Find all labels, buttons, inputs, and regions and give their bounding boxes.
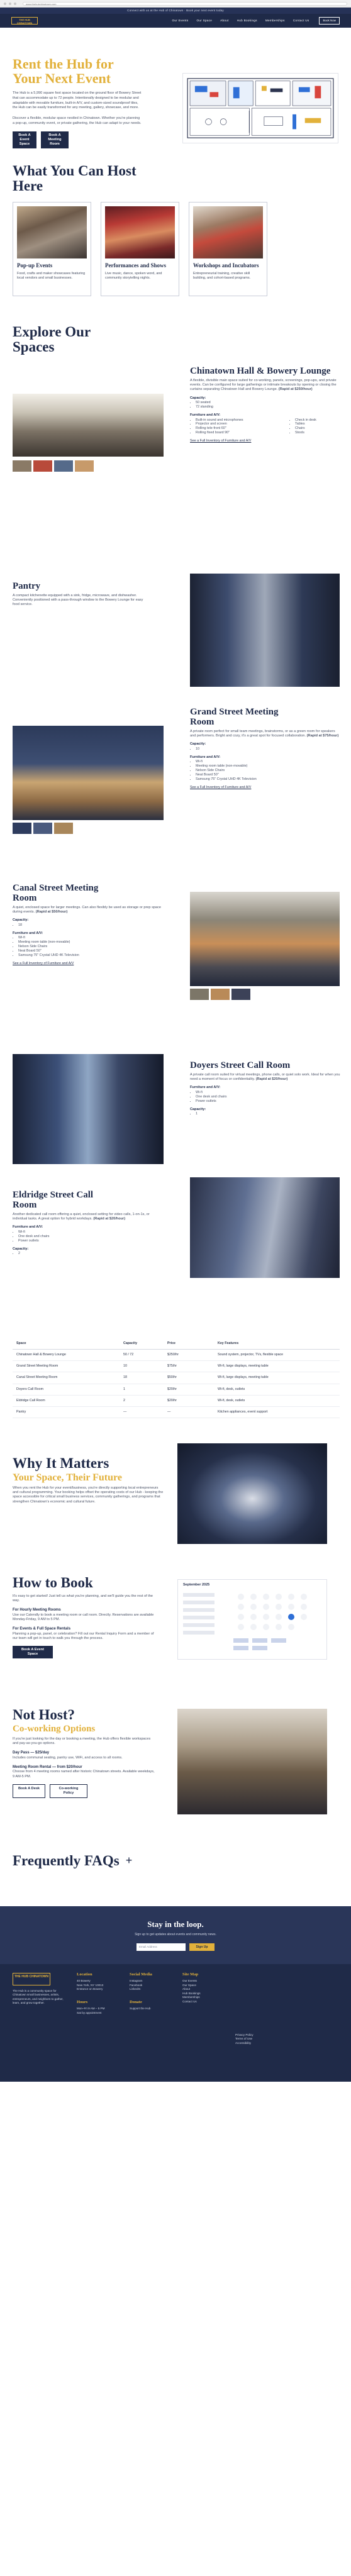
furniture-list: • Wi-fi • One desk and chairs • Power outlets	[190, 1091, 341, 1104]
space-name: Grand Street Meeting Room	[190, 707, 279, 727]
capacity-list: • 1	[190, 1112, 341, 1116]
email-input[interactable]: Email Address	[136, 1943, 186, 1951]
footer-link[interactable]: Our Space	[182, 1983, 196, 1987]
photo-thumbnails	[13, 460, 94, 472]
thumbnail[interactable]	[211, 989, 230, 1000]
footer-link[interactable]: Terms of Use	[235, 2037, 253, 2041]
card-title: Performances and Shows	[105, 262, 166, 269]
thumbnail[interactable]	[231, 989, 250, 1000]
footer-link[interactable]: Our Events	[182, 1979, 197, 1983]
capacity-list: • 2	[13, 1252, 164, 1256]
table-row: Pantry — — Kitchen appliances, event support	[13, 1406, 340, 1418]
space-grand-street	[13, 707, 340, 883]
card-title: Pop-up Events	[17, 262, 53, 269]
sign-up-button[interactable]: Sign Up	[189, 1943, 214, 1951]
cowork-subtitle: Co-working Options	[13, 1723, 96, 1734]
space-canal-street	[13, 883, 340, 1054]
nav-item-contact[interactable]: Contact Us	[292, 18, 309, 22]
column-header: Price	[164, 1338, 214, 1350]
book-event-space-button[interactable]: Book A Event Space	[13, 131, 36, 148]
inventory-link[interactable]: See a Full Inventory of Furniture and A/V	[13, 961, 74, 965]
capacity-label: Capacity:	[190, 742, 206, 747]
capacity-label: Capacity:	[13, 918, 29, 923]
footer-text: Sat by appointment	[77, 2011, 102, 2014]
faq-section	[0, 1853, 351, 1906]
why-body: When you rent the Hub for your event/business, you're directly supporting local entrepreneurs and cultural programming. Your booking helps offset the operating costs of our Hub - keeping the space accessible for critical small business services, community gatherings, and programs that strengthen Chinatown's economic and cultural future.	[13, 1485, 164, 1504]
furniture-list: • Check in desk • Tables • Chairs • Stools	[289, 418, 316, 436]
nav-item-events[interactable]: Our Events	[172, 18, 189, 22]
canal-street-photo	[190, 892, 340, 986]
capacity-list: • 10	[190, 747, 341, 752]
space-desc: A flexible, divisible main space suited for co-working, panels, screenings, pop-ups, and private events. Can be configured for large gatherings or intimate breakouts by opening or closing the curtains separating Chinatown Hall and Bowery Lounge. (Rapid at $250/hour)	[190, 379, 337, 392]
browser-bar	[0, 0, 351, 8]
footer-logo[interactable]: THE HUB CHINATOWN	[13, 1973, 50, 1985]
hero-paragraph: The Hub is a 5,990 square foot space located on the ground floor of Bowery Street that can accommodate up to 72 people. Intentionally designed to be modular and adaptable with movable furniture, built-in A/V, and custom-sized soundproof tiles, the Hub can be easily transformed for any meeting, gallery, showcase, and more.	[13, 91, 142, 110]
thumbnail[interactable]	[54, 460, 73, 472]
furniture-list: • Wi-fi • One desk and chairs • Power outlets	[13, 1230, 164, 1243]
capacity-label: Capacity:	[190, 1107, 206, 1111]
calendar-widget[interactable]	[177, 1579, 327, 1660]
column-header: Space	[13, 1338, 120, 1350]
why-subtitle: Your Space, Their Future	[13, 1472, 122, 1483]
space-name: Canal Street Meeting Room	[13, 883, 99, 903]
space-name: Pantry	[13, 581, 41, 591]
workshop-photo	[193, 206, 263, 258]
footer-heading: Hours	[77, 1999, 88, 2004]
host-title: What You Can Host Here	[13, 163, 136, 194]
footer-link[interactable]: About	[182, 1987, 191, 1991]
cowork-section	[0, 1702, 351, 1853]
photo-thumbnails	[190, 989, 250, 1000]
column-header: Key Features	[214, 1338, 340, 1350]
footer-text: 40 Bowery	[77, 1979, 91, 1983]
footer-heading: Location	[77, 1972, 92, 1977]
space-desc: A compact kitchenette equipped with a sink, fridge, microwave, and dishwasher. Conveniently positioned with a pass-through window to the Bowery Lounge for easy food service.	[13, 594, 143, 607]
book-meeting-room-button[interactable]: Book A Meeting Room	[41, 131, 69, 148]
space-name: Eldridge Street Call Room	[13, 1190, 94, 1210]
footer-link[interactable]: Accessibility	[235, 2041, 252, 2045]
space-desc: Another dedicated call room offering a quiet, enclosed setting for video calls, 1-on-1s, or individual tasks. A great option for hybrid workdays. (Rapid at $20/hour)	[13, 1213, 150, 1221]
capacity-label: Capacity:	[190, 396, 206, 400]
how-section	[0, 1575, 351, 1702]
table-header-row	[13, 1338, 340, 1350]
performance-photo	[105, 206, 175, 258]
faq-title: Frequently FAQs	[13, 1852, 120, 1868]
thumbnail[interactable]	[33, 460, 52, 472]
window-dot-icon[interactable]	[9, 3, 11, 5]
furniture-list: • Wi-fi • Meeting room table (non-movable) • Nelson Side Chairs • Neat Board 50" • Samsung 75" Crystal UHD 4K Television	[190, 760, 341, 782]
space-pantry	[13, 581, 340, 707]
calendar-grid	[178, 1591, 326, 1660]
cowork-title: Not Host?	[13, 1706, 75, 1723]
footer-text: New York, NY 10013	[77, 1983, 104, 1987]
calendar-title: September 2025	[183, 1582, 210, 1587]
space-desc: A private room perfect for small team meetings, brainstorms, or as a green room for speakers and performers. Bright and cozy, it's a great spot for focused collaboration. (Rapid at $75/hour)	[190, 730, 339, 738]
card-title: Workshops and Incubators	[193, 262, 259, 269]
eldridge-street-photo	[190, 1177, 340, 1278]
space-doyers-street	[13, 1054, 340, 1190]
book-desk-button[interactable]: Book A Desk	[13, 1784, 45, 1798]
newsletter-section	[0, 1906, 351, 1964]
why-photo	[177, 1443, 327, 1544]
spaces-section	[0, 318, 351, 1418]
space-name: Chinatown Hall & Bowery Lounge	[190, 366, 331, 376]
table-row: Canal Street Meeting Room 18 $50/hr Wi-fi, large displays, meeting table	[13, 1372, 340, 1384]
capacity-label: Capacity:	[13, 1246, 29, 1251]
cowork-intro: If you're just looking for the day or booking a meeting, the Hub offers flexible workspaces and pay-as-you-go options.	[13, 1736, 151, 1746]
column-header: Capacity	[120, 1338, 164, 1350]
grand-street-photo	[13, 726, 164, 820]
nav-item-memberships[interactable]: Memberships	[265, 18, 285, 22]
thumbnail[interactable]	[75, 460, 94, 472]
coworking-policy-button[interactable]: Co-working Policy	[50, 1784, 87, 1798]
table-row: Grand Street Meeting Room 10 $75/hr Wi-fi, large displays, meeting table	[13, 1361, 340, 1372]
hero-title: Rent the Hub for Your Next Event	[13, 56, 114, 86]
host-section	[0, 128, 351, 318]
footer-blurb: The Hub is a community space for Chinatown small businesses, artists, entrepreneurs, and neighbors to gather, learn, and grow together.	[13, 1989, 64, 2005]
footer-heading: Social Media	[130, 1972, 152, 1977]
footer-link[interactable]: Contact Us	[182, 1999, 197, 2003]
footer-link[interactable]: LinkedIn	[130, 1987, 141, 1991]
capacity-list: • 50 seated • 72 standing	[190, 401, 341, 409]
why-section	[0, 1418, 351, 1575]
footer-link[interactable]: Hub Bookings	[182, 1991, 201, 1995]
nav-item-space[interactable]: Our Space	[196, 18, 213, 22]
host-card[interactable]	[101, 202, 179, 296]
how-title: How to Book	[13, 1574, 93, 1591]
thumbnail[interactable]	[13, 823, 31, 834]
window-dot-icon[interactable]	[14, 3, 16, 5]
nav-item-bookings[interactable]: Hub Bookings	[237, 18, 257, 22]
furniture-list: • Built-in sound and microphones • Projector and screen • Rolling tele-front 60" • Rolling fixed board 90"	[190, 418, 278, 436]
top-nav	[0, 14, 351, 28]
space-name: Doyers Street Call Room	[190, 1060, 291, 1070]
window-dot-icon[interactable]	[4, 3, 6, 5]
hero-section	[0, 28, 351, 146]
footer-link[interactable]: Instagram	[130, 1979, 143, 1983]
card-desc: Live music, dance, spoken word, and community storytelling nights.	[105, 272, 162, 280]
pantry-photo	[190, 574, 340, 687]
cowork-item: Meeting Room Rental — from $20/hour Choose from 4 meeting rooms named after historic Chinatown streets. Available weekdays, 9 AM-5 PM.	[13, 1765, 155, 1779]
footer-text: Mon–Fri 9 AM – 5 PM	[77, 2007, 105, 2011]
furniture-label: Furniture and A/V:	[190, 755, 221, 759]
host-card[interactable]	[189, 202, 267, 296]
space-chinatown-hall	[13, 355, 340, 581]
why-title: Why It Matters	[13, 1455, 109, 1471]
logo-line: THE HUB	[19, 18, 30, 21]
furniture-label: Furniture and A/V:	[13, 1225, 43, 1230]
thumbnail[interactable]	[33, 823, 52, 834]
popup-photo	[17, 206, 87, 258]
nav-menu	[172, 19, 309, 23]
table-row: Eldridge Call Room 2 $20/hr Wi-fi, desk, outlets	[13, 1395, 340, 1406]
floor-plan-image	[182, 73, 338, 143]
how-item: For Hourly Meeting Rooms Use our Calendly to book a meeting room or call room. Directly. Reservations are available Monday-Friday, 9 AM to 5 PM.	[13, 1608, 154, 1622]
newsletter-subtitle: Sign up to get updates about events and community news.	[135, 1932, 216, 1936]
site-footer	[0, 1964, 351, 2082]
hero-paragraph: Discover a flexible, modular space nestled in Chinatown. Whether you're planning a pop-up, community event, or private gathering, the Hub can adapt to your needs.	[13, 116, 142, 125]
furniture-label: Furniture and A/V:	[13, 931, 43, 935]
how-intro: It's easy to get started! Just tell us what you're planning, and we'll guide you the rest of the way.	[13, 1594, 153, 1603]
space-desc: A quiet, enclosed space for larger meetings. Can also flexibly be used as storage or prep space during events. (Rapid at $50/hour)	[13, 906, 162, 914]
inventory-link[interactable]: See a Full Inventory of Furniture and A/V	[190, 785, 252, 789]
how-item: For Events & Full Space Rentals Planning a pop-up, panel, or celebration? Fill out our Rental Inquiry Form and a member of our team will get in touch to walk you through the process.	[13, 1627, 154, 1640]
host-card[interactable]	[13, 202, 91, 296]
cowork-item: Day Pass — $25/day Includes communal seating, pantry use, WiFi, and access to all rooms.	[13, 1751, 123, 1760]
newsletter-title: Stay in the loop.	[147, 1919, 204, 1929]
furniture-label: Furniture and A/V:	[190, 1085, 221, 1090]
capacity-list: • 18	[13, 923, 164, 928]
cowork-photo	[177, 1709, 327, 1814]
logo[interactable]	[11, 17, 38, 25]
footer-link[interactable]: Memberships	[182, 1996, 200, 1999]
table-row: Doyers Call Room 1 $20/hr Wi-fi, desk, outlets	[13, 1384, 340, 1395]
card-desc: Food, crafts and maker showcases featuring local vendors and small businesses.	[17, 272, 86, 280]
promo-banner: Connect with us at the Hub of Chinatown · Book your next event today	[0, 8, 351, 14]
photo-thumbnails	[13, 823, 73, 834]
footer-text: Entrance on Bowery	[77, 1987, 103, 1991]
footer-heading: Donate	[130, 1999, 142, 2004]
doyers-street-photo	[13, 1054, 164, 1164]
furniture-list: • Wi-fi • Meeting room table (non-movable) • Nelson Side Chairs • Neat Board 50" • Samsung 75" Crystal UHD 4K Television	[13, 936, 164, 958]
spaces-title: Explore Our Spaces	[13, 324, 91, 355]
thumbnail[interactable]	[13, 460, 31, 472]
book-now-button[interactable]: Book Now	[319, 17, 340, 25]
book-event-space-button[interactable]: Book A Event Space	[13, 1646, 53, 1658]
plus-icon[interactable]: +	[125, 1853, 133, 1867]
card-desc: Entrepreneurial training, creative skill building, and cohort-based programs.	[193, 272, 251, 280]
furniture-label: Furniture and A/V:	[190, 413, 221, 417]
chinatown-hall-photo	[13, 394, 164, 457]
footer-link[interactable]: Privacy Policy	[235, 2033, 254, 2036]
logo-line: CHINATOWN	[16, 21, 33, 25]
inventory-link[interactable]: See a Full Inventory of Furniture and A/V	[190, 439, 252, 443]
space-desc: A private call room suited for virtual meetings, phone calls, or quiet solo work. Ideal for when you need a moment of focus or confidentiality. (Rapid at $20/hour)	[190, 1073, 340, 1082]
spaces-comparison-table	[13, 1338, 340, 1418]
thumbnail[interactable]	[190, 989, 209, 1000]
footer-heading: Site Map	[182, 1972, 199, 1977]
footer-link[interactable]: Support the Hub	[130, 2007, 151, 2011]
table-row: Chinatown Hall & Bowery Lounge 50 / 72 $250/hr Sound system, projector, TVs, flexible space	[13, 1350, 340, 1361]
address-bar[interactable]: www.thehubchinatown.com	[23, 2, 347, 6]
nav-item-about[interactable]: About	[220, 18, 229, 22]
space-eldridge-street	[13, 1190, 340, 1338]
footer-link[interactable]: Facebook	[130, 1983, 143, 1987]
thumbnail[interactable]	[54, 823, 73, 834]
